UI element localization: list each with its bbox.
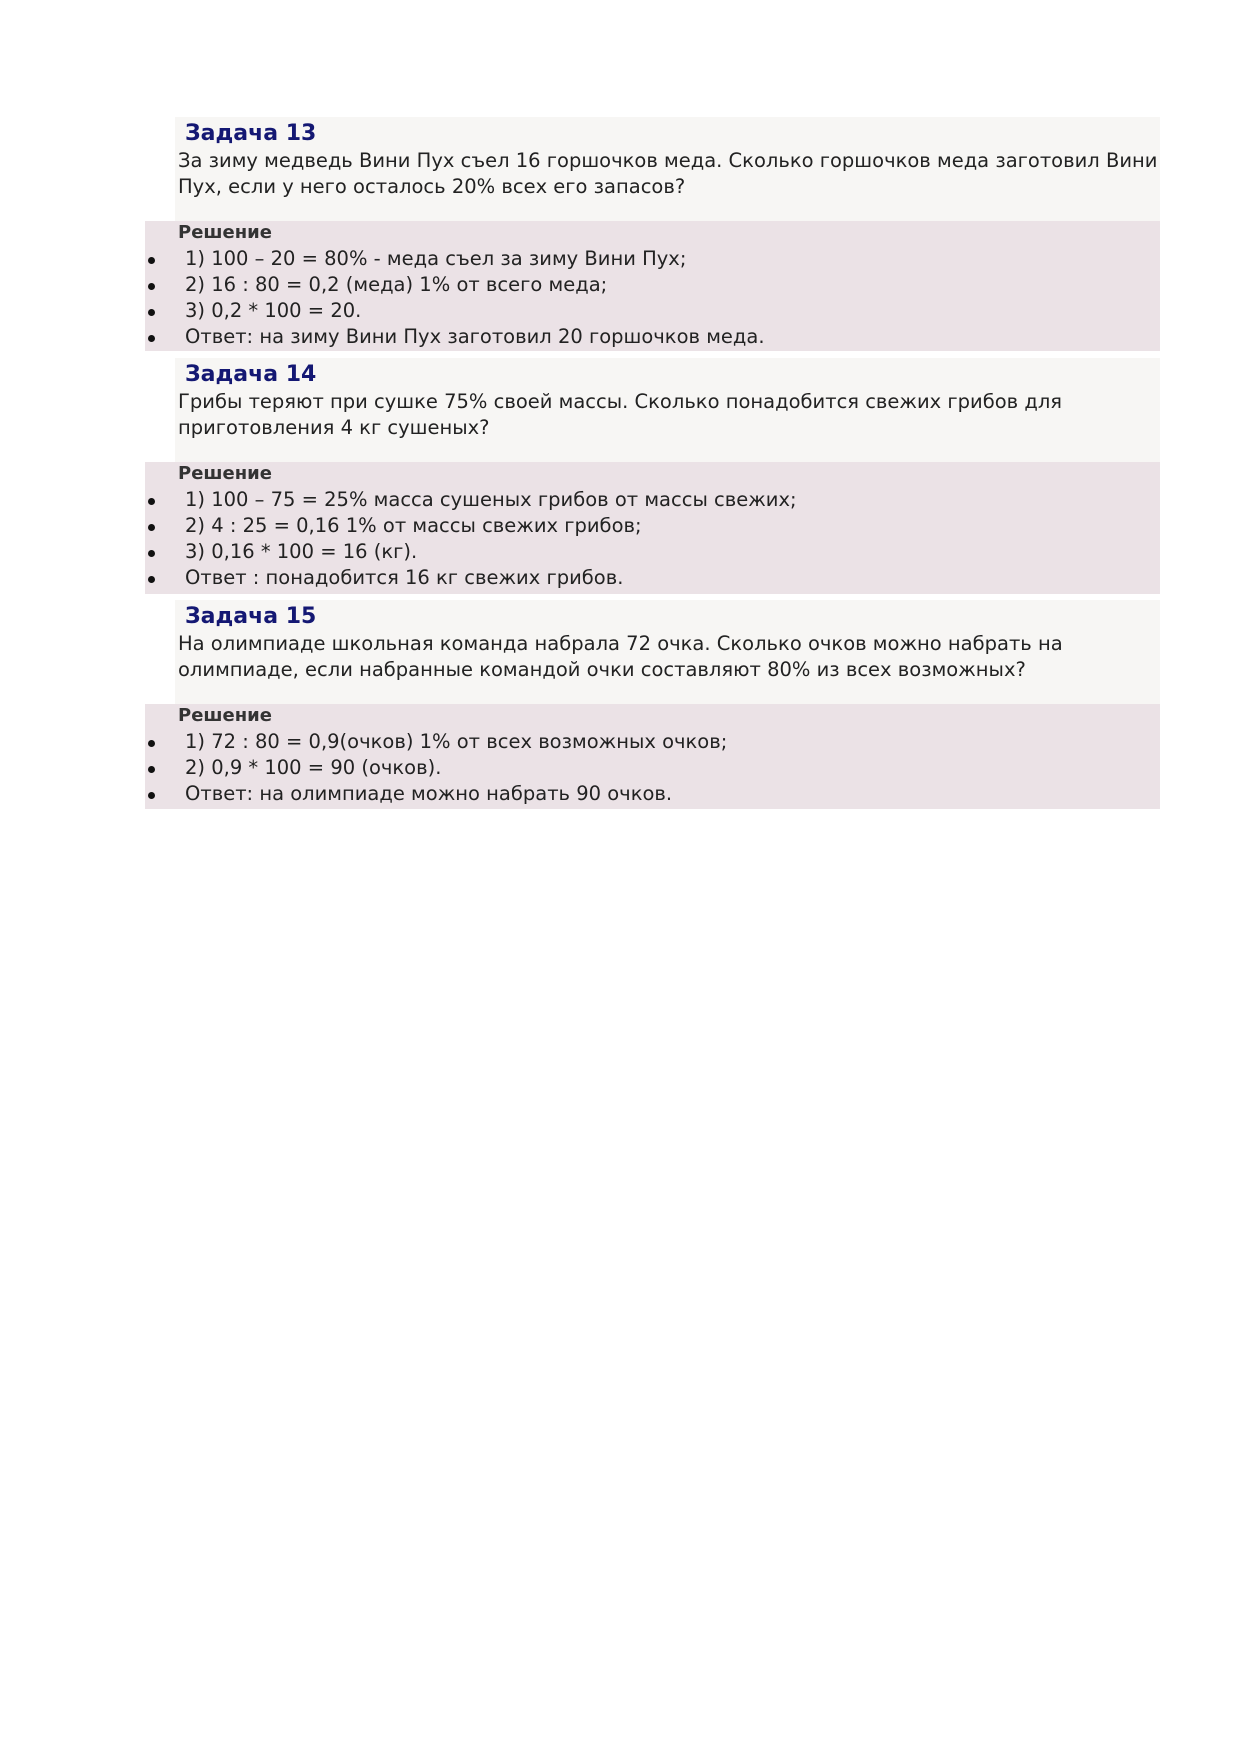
solution-step-text: 3) 0,2 * 100 = 20. <box>185 299 362 322</box>
solution-step <box>145 539 1160 565</box>
task-15-solution <box>145 704 1160 809</box>
solution-step-text: Ответ: на зиму Вини Пух заготовил 20 горшочков меда. <box>185 325 765 348</box>
solution-step <box>145 272 1160 298</box>
task-text: Грибы теряют при сушке 75% своей массы. Сколько понадобится свежих грибов для приготовления 4 кг сушеных? <box>178 390 1063 439</box>
bullet-icon <box>148 309 155 316</box>
solution-step <box>145 565 1160 591</box>
task-14-statement <box>175 358 1160 462</box>
solution-step-text: 2) 4 : 25 = 0,16 1% от массы свежих грибов; <box>185 514 642 537</box>
solution-step <box>145 324 1160 350</box>
solution-step-text: 1) 100 – 75 = 25% масса сушеных грибов от массы свежих; <box>185 488 797 511</box>
task-14-solution <box>145 462 1160 594</box>
bullet-icon <box>148 257 155 264</box>
task-title: Задача 14 <box>185 362 317 387</box>
solution-step <box>145 246 1160 272</box>
bullet-icon <box>148 524 155 531</box>
bullet-icon <box>148 283 155 290</box>
solution-heading: Решение <box>178 463 272 484</box>
task-13-solution <box>145 221 1160 351</box>
solution-step-text: Ответ: на олимпиаде можно набрать 90 очков. <box>185 782 673 805</box>
bullet-icon <box>148 766 155 773</box>
task-title: Задача 13 <box>185 121 317 146</box>
solution-heading: Решение <box>178 705 272 726</box>
bullet-icon <box>148 792 155 799</box>
task-15-statement <box>175 600 1160 704</box>
task-13-statement <box>175 117 1160 221</box>
solution-step-text: 1) 72 : 80 = 0,9(очков) 1% от всех возможных очков; <box>185 730 728 753</box>
solution-step-text: 1) 100 – 20 = 80% - меда съел за зиму Вини Пух; <box>185 247 687 270</box>
solution-step <box>145 513 1160 539</box>
task-text: На олимпиаде школьная команда набрала 72 очка. Сколько очков можно набрать на олимпиаде, если набранные командой очки составляют 80% из всех возможных? <box>178 632 1063 681</box>
solution-step-text: 3) 0,16 * 100 = 16 (кг). <box>185 540 418 563</box>
solution-step-text: Ответ : понадобится 16 кг свежих грибов. <box>185 566 624 589</box>
task-title: Задача 15 <box>185 604 317 629</box>
bullet-icon <box>148 498 155 505</box>
solution-step <box>145 781 1160 807</box>
bullet-icon <box>148 335 155 342</box>
solution-step-text: 2) 16 : 80 = 0,2 (меда) 1% от всего меда; <box>185 273 608 296</box>
solution-heading: Решение <box>178 222 272 243</box>
bullet-icon <box>148 740 155 747</box>
solution-step <box>145 755 1160 781</box>
solution-step <box>145 729 1160 755</box>
task-text: За зиму медведь Вини Пух съел 16 горшочков меда. Сколько горшочков меда заготовил Вини Пух, если у него осталось 20% всех его запасов? <box>178 149 1158 198</box>
solution-step-text: 2) 0,9 * 100 = 90 (очков). <box>185 756 442 779</box>
bullet-icon <box>148 550 155 557</box>
solution-step <box>145 487 1160 513</box>
solution-step <box>145 298 1160 324</box>
bullet-icon <box>148 576 155 583</box>
